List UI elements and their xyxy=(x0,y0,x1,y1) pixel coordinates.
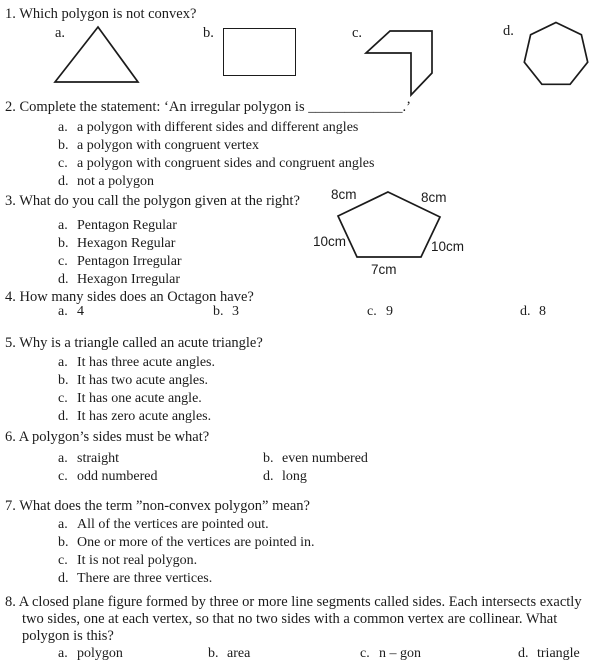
option-text: even numbered xyxy=(282,451,368,466)
option-letter: c. xyxy=(58,254,68,269)
q7-option-a xyxy=(58,516,269,534)
pentagon-side-label-top-left: 8cm xyxy=(331,187,357,202)
q2-option-d xyxy=(58,173,154,191)
option-letter: a. xyxy=(58,218,68,233)
option-letter: a. xyxy=(58,451,68,466)
option-text: All of the vertices are pointed out. xyxy=(77,517,269,532)
q5-option-a xyxy=(58,354,215,372)
option-letter: c. xyxy=(58,391,68,406)
option-text: Pentagon Regular xyxy=(77,218,177,233)
q1-shape-label-c: c. xyxy=(352,25,363,41)
option-letter: b. xyxy=(58,535,69,550)
option-text: 4 xyxy=(77,304,84,319)
q8-option-d xyxy=(518,645,580,663)
option-letter: d. xyxy=(58,174,69,189)
option-text: triangle xyxy=(537,646,580,661)
option-letter: c. xyxy=(58,553,68,568)
question-5-text: 5. Why is a triangle called an acute triangle? xyxy=(5,335,263,351)
option-text: a polygon with congruent sides and congruent angles xyxy=(77,156,375,171)
option-letter: c. xyxy=(367,304,377,319)
option-letter: c. xyxy=(360,646,370,661)
question-7-text: 7. What does the term ”non-convex polygon” mean? xyxy=(5,498,310,514)
q1-shape-label-b: b. xyxy=(203,25,214,41)
q2-option-c xyxy=(58,155,374,173)
option-text: a polygon with congruent vertex xyxy=(77,138,259,153)
question-6-text: 6. A polygon’s sides must be what? xyxy=(5,429,210,445)
option-text: It has three acute angles. xyxy=(77,355,215,370)
option-text: odd numbered xyxy=(77,469,158,484)
triangle-shape xyxy=(52,24,144,86)
option-letter: d. xyxy=(58,409,69,424)
option-letter: b. xyxy=(58,373,69,388)
q8-option-a xyxy=(58,645,123,663)
q1-shape-label-a: a. xyxy=(55,25,66,41)
question-8-text-line-3: polygon is this? xyxy=(22,628,114,644)
option-text: not a polygon xyxy=(77,174,154,189)
q6-option-a xyxy=(58,450,119,468)
option-text: It has two acute angles. xyxy=(77,373,209,388)
option-text: It has zero acute angles. xyxy=(77,409,212,424)
q6-option-c xyxy=(58,468,157,486)
option-letter: d. xyxy=(58,272,69,287)
question-4-text: 4. How many sides does an Octagon have? xyxy=(5,289,254,305)
option-letter: b. xyxy=(213,304,224,319)
option-text: 8 xyxy=(539,304,546,319)
option-text: Hexagon Regular xyxy=(77,236,176,251)
option-text: a polygon with different sides and different angles xyxy=(77,120,359,135)
q3-option-a xyxy=(58,217,177,235)
q1-shape-label-d: d. xyxy=(503,23,514,39)
option-letter: d. xyxy=(520,304,531,319)
question-2-text: 2. Complete the statement: ‘An irregular polygon is _____________.’ xyxy=(5,99,411,115)
option-letter: a. xyxy=(58,120,68,135)
q4-option-c xyxy=(367,303,393,321)
option-text: polygon xyxy=(77,646,123,661)
q8-option-c xyxy=(360,645,421,663)
option-text: n – gon xyxy=(379,646,421,661)
option-letter: d. xyxy=(263,469,274,484)
pentagon-side-label-mid-left: 10cm xyxy=(313,234,347,249)
option-text: area xyxy=(227,646,251,661)
option-text: 9 xyxy=(386,304,393,319)
option-text: straight xyxy=(77,451,119,466)
option-letter: c. xyxy=(58,156,68,171)
q4-option-d xyxy=(520,303,546,321)
option-text: Hexagon Irregular xyxy=(77,272,181,287)
q2-option-b xyxy=(58,137,259,155)
q5-option-d xyxy=(58,408,211,426)
q4-option-b xyxy=(213,303,239,321)
q3-option-b xyxy=(58,235,175,253)
option-text: Pentagon Irregular xyxy=(77,254,182,269)
option-text: long xyxy=(282,469,307,484)
option-text: 3 xyxy=(232,304,239,319)
q6-option-d xyxy=(263,468,307,486)
question-8-text-line-1: 8. A closed plane figure formed by three or more line segments called sides. Each intersects exactly xyxy=(5,594,582,610)
q8-option-b xyxy=(208,645,250,663)
rectangle-shape xyxy=(223,28,296,76)
option-letter: b. xyxy=(58,138,69,153)
concave-polygon-shape xyxy=(363,28,437,98)
q5-option-b xyxy=(58,372,208,390)
q3-option-c xyxy=(58,253,182,271)
option-letter: d. xyxy=(58,571,69,586)
q6-option-b xyxy=(263,450,368,468)
option-letter: a. xyxy=(58,646,68,661)
option-letter: b. xyxy=(58,236,69,251)
option-letter: a. xyxy=(58,517,68,532)
option-text: There are three vertices. xyxy=(77,571,213,586)
option-text: It is not real polygon. xyxy=(77,553,198,568)
q7-option-d xyxy=(58,570,212,588)
option-letter: a. xyxy=(58,355,68,370)
q2-option-a xyxy=(58,119,358,137)
q5-option-c xyxy=(58,390,202,408)
option-text: It has one acute angle. xyxy=(77,391,202,406)
q7-option-b xyxy=(58,534,315,552)
pentagon-side-label-mid-right: 10cm xyxy=(431,239,465,254)
question-3-text: 3. What do you call the polygon given at the right? xyxy=(5,193,300,209)
q3-option-d xyxy=(58,271,180,289)
option-letter: d. xyxy=(518,646,529,661)
question-8-text-line-2: two sides, one at each vertex, so that no two sides with a common vertex are collinear. What xyxy=(22,611,558,627)
q4-option-a xyxy=(58,303,84,321)
option-text: One or more of the vertices are pointed in. xyxy=(77,535,315,550)
option-letter: b. xyxy=(263,451,274,466)
option-letter: a. xyxy=(58,304,68,319)
pentagon-side-label-top-right: 8cm xyxy=(421,190,447,205)
option-letter: c. xyxy=(58,469,68,484)
pentagon-side-label-bottom: 7cm xyxy=(371,262,397,277)
question-1-text: 1. Which polygon is not convex? xyxy=(5,6,197,22)
option-letter: b. xyxy=(208,646,219,661)
heptagon-shape xyxy=(521,20,591,90)
q7-option-c xyxy=(58,552,197,570)
